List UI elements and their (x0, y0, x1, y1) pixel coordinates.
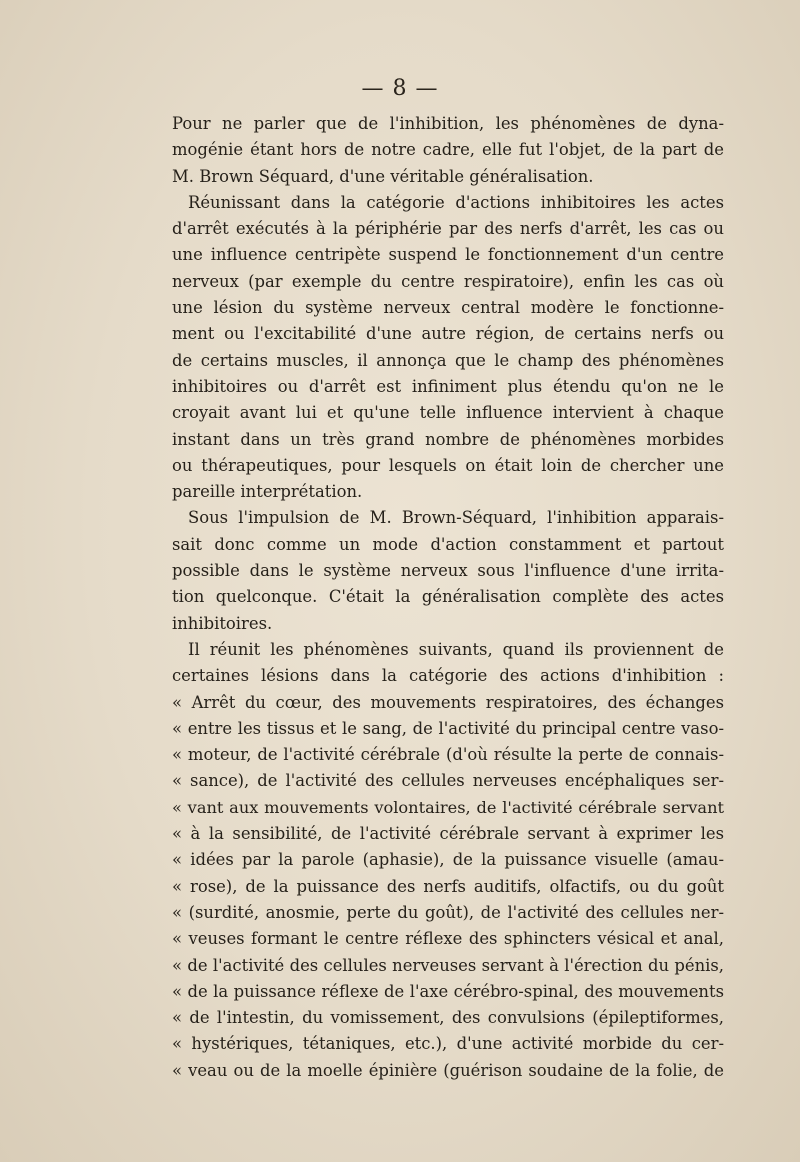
text-line: ou thérapeutiques, pour lesquels on était loin de chercher une (172, 455, 724, 475)
text-line: « sance), de l'activité des cellules nerveuses encéphaliques ser- (172, 771, 724, 791)
text-line: M. Brown Séquard, d'une véritable généralisation. (172, 166, 594, 186)
text-line: Sous l'impulsion de M. Brown-Séquard, l'inhibition apparais- (188, 508, 724, 528)
text-line: « vant aux mouvements volontaires, de l'activité cérébrale servant (172, 797, 724, 817)
text-line: « de l'activité des cellules nerveuses servant à l'érection du pénis, (172, 955, 724, 975)
text-line: d'arrêt exécutés à la périphérie par des nerfs d'arrêt, les cas ou (172, 219, 724, 239)
text-line: instant dans un très grand nombre de phénomènes morbides (172, 429, 724, 449)
text-line: inhibitoires ou d'arrêt est infiniment plus étendu qu'on ne le (172, 376, 724, 396)
text-line: « à la sensibilité, de l'activité cérébrale servant à exprimer les (172, 824, 724, 844)
page-number: — 8 — (361, 76, 439, 101)
text-line: ment ou l'excitabilité d'une autre région, de certains nerfs ou (172, 324, 724, 344)
text-line: nerveux (par exemple du centre respiratoire), enfin les cas où (172, 271, 724, 291)
text-line: « moteur, de l'activité cérébrale (d'où résulte la perte de connais- (172, 745, 724, 765)
text-line: « de la puissance réflexe de l'axe cérébro-spinal, des mouvements (172, 981, 724, 1001)
text-line: une influence centripète suspend le fonctionnement d'un centre (172, 245, 724, 265)
text-line: « veuses formant le centre réflexe des sphincters vésical et anal, (172, 929, 724, 949)
text-line: « idées par la parole (aphasie), de la puissance visuelle (amau- (172, 850, 724, 870)
text-line: « rose), de la puissance des nerfs auditifs, olfactifs, ou du goût (172, 876, 724, 896)
text-line: « entre les tissus et le sang, de l'activité du principal centre vaso- (172, 718, 724, 738)
text-line: Réunissant dans la catégorie d'actions inhibitoires les actes (188, 192, 724, 212)
text-line: de certains muscles, il annonça que le champ des phénomènes (172, 350, 724, 370)
text-line: « (surdité, anosmie, perte du goût), de l'activité des cellules ner- (172, 902, 724, 922)
text-line: « hystériques, tétaniques, etc.), d'une activité morbide du cer- (172, 1034, 724, 1054)
text-line: « veau ou de la moelle épinière (guérison soudaine de la folie, de (172, 1060, 724, 1080)
text-line: sait donc comme un mode d'action constamment et partout (172, 534, 724, 554)
text-line: pareille interprétation. (172, 482, 363, 502)
text-line: tion quelconque. C'était la généralisation complète des actes (172, 587, 724, 607)
text-line: une lésion du système nerveux central modère le fonctionne- (172, 298, 724, 318)
text-line: possible dans le système nerveux sous l'influence d'une irrita- (172, 561, 724, 581)
body-text (172, 111, 724, 1084)
text-line: inhibitoires. (172, 613, 273, 633)
text-line: mogénie étant hors de notre cadre, elle fut l'objet, de la part de (172, 140, 724, 160)
text-line: « de l'intestin, du vomissement, des convulsions (épileptiformes, (172, 1008, 724, 1028)
text-line: Pour ne parler que de l'inhibition, les phénomènes de dyna- (172, 114, 724, 133)
text-line: « Arrêt du cœur, des mouvements respiratoires, des échanges (172, 692, 724, 712)
text-line: croyait avant lui et qu'une telle influence intervient à chaque (172, 403, 724, 423)
text-line: Il réunit les phénomènes suivants, quand ils proviennent de (188, 639, 724, 659)
text-line: certaines lésions dans la catégorie des actions d'inhibition : (172, 666, 724, 686)
